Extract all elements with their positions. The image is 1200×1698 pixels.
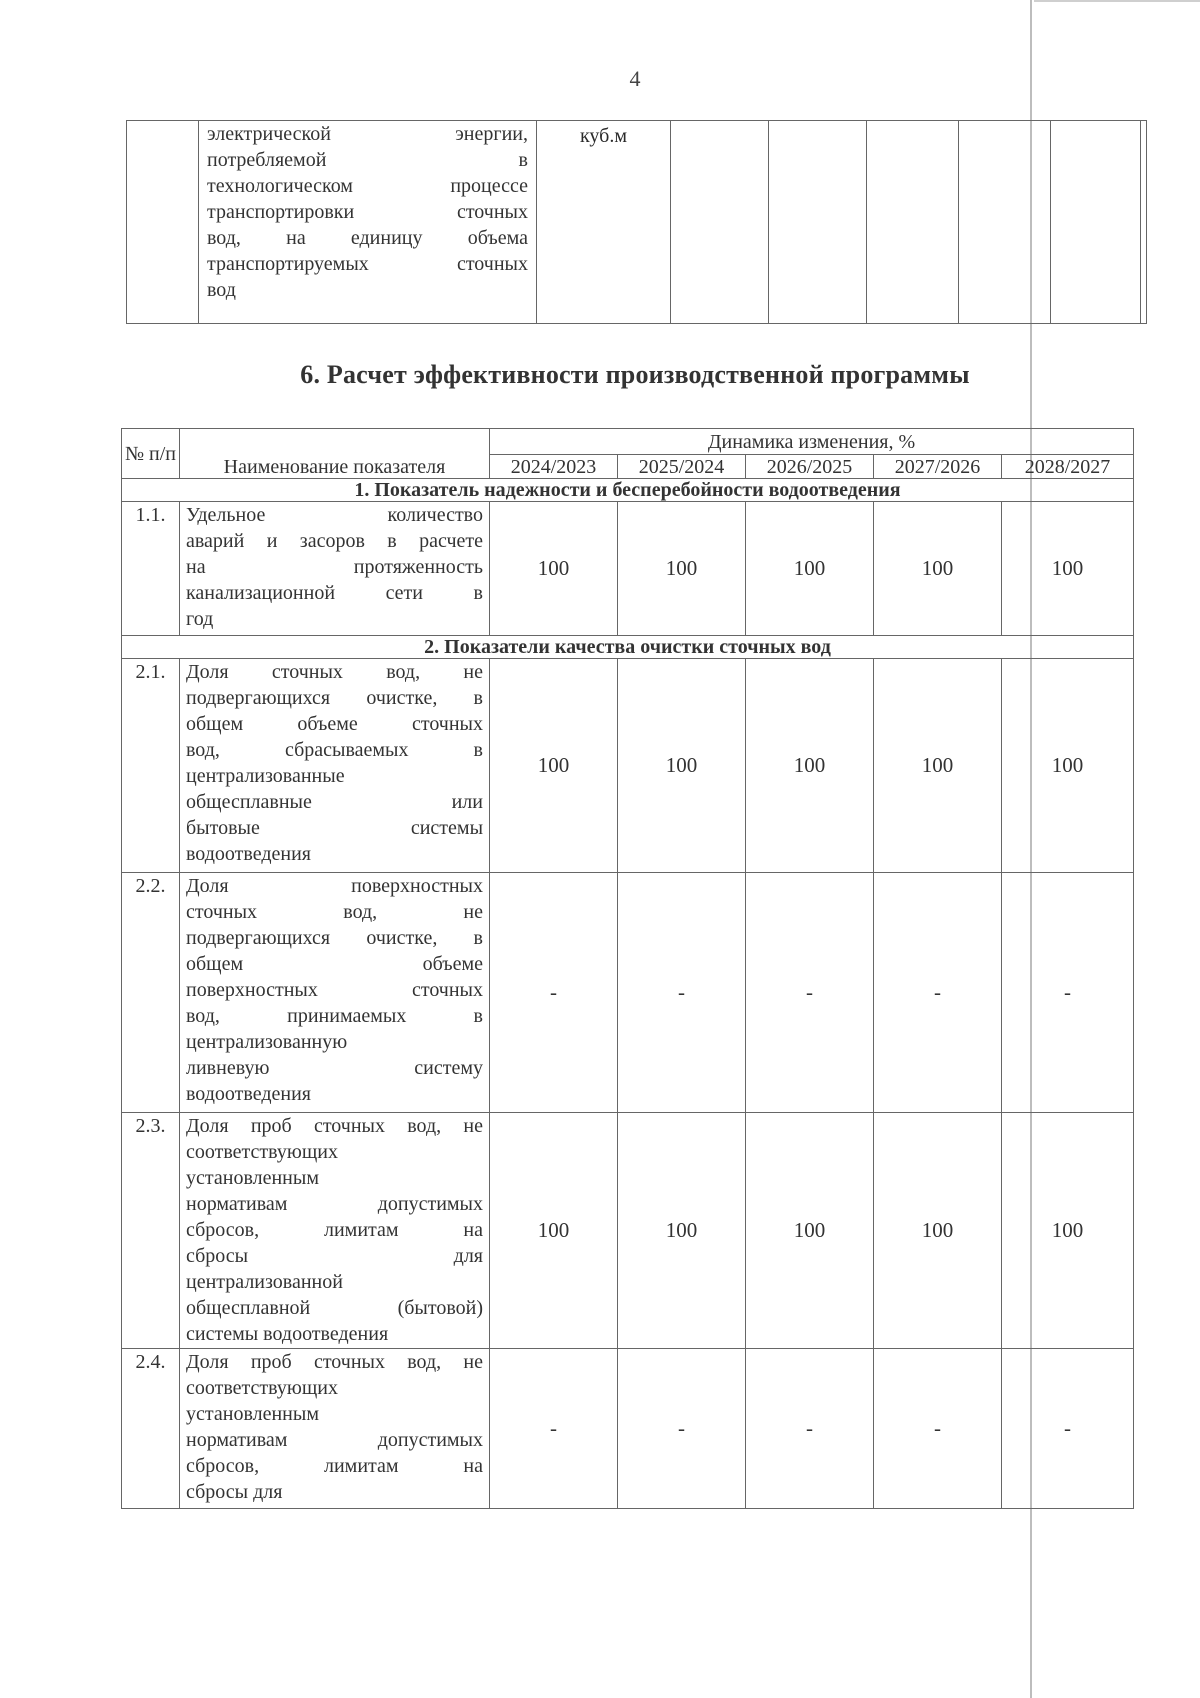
fragment-value-cell — [867, 121, 959, 324]
text-line: потребляемой в — [207, 149, 528, 171]
text-line: сбросы для — [186, 1245, 483, 1267]
text-line: Доля проб сточных вод, не — [186, 1351, 483, 1373]
text-line: водоотведения — [186, 1083, 311, 1105]
text-line: вод — [207, 279, 236, 301]
group-title: 2. Показатели качества очистки сточных вод — [122, 636, 1134, 659]
period-header: 2026/2025 — [746, 455, 874, 479]
text-line: установленным — [186, 1403, 319, 1425]
value-cell: - — [618, 1349, 746, 1509]
text-line: нормативам допустимых — [186, 1429, 483, 1451]
col-num-header-text: № п/п — [124, 442, 177, 465]
text-line: подвергающихся очистке, в — [186, 687, 483, 709]
indicator-name-text — [180, 873, 489, 1107]
value-cell: 100 — [490, 659, 618, 873]
dynamics-header: Динамика изменения, % — [490, 429, 1134, 455]
row-number: 1.1. — [122, 502, 180, 636]
value-cell: 100 — [618, 502, 746, 636]
table-row — [122, 659, 1134, 873]
group-title: 1. Показатель надежности и бесперебойности водоотведения — [122, 479, 1134, 502]
text-line: Удельное количество — [186, 504, 483, 526]
value-cell: - — [618, 873, 746, 1113]
value-cell: - — [1002, 873, 1134, 1113]
value-cell: 100 — [490, 1113, 618, 1349]
fragment-value-cell — [1051, 121, 1141, 324]
value-cell: 100 — [746, 502, 874, 636]
text-line: транспортируемых сточных — [207, 253, 528, 275]
period-header: 2028/2027 — [1002, 455, 1134, 479]
continued-table-fragment — [126, 120, 1147, 324]
text-line: бытовые системы — [186, 817, 483, 839]
period-header: 2025/2024 — [618, 455, 746, 479]
value-cell: 100 — [874, 659, 1002, 873]
indicator-name — [180, 659, 490, 873]
fragment-indicator-cell — [199, 121, 537, 324]
text-line: соответствующих — [186, 1141, 338, 1163]
period-header: 2024/2023 — [490, 455, 618, 479]
text-line: год — [186, 608, 214, 630]
indicator-name — [180, 502, 490, 636]
text-line: технологическом процессе — [207, 175, 528, 197]
value-cell: 100 — [1002, 1113, 1134, 1349]
value-cell: - — [874, 1349, 1002, 1509]
fragment-value-cell — [769, 121, 867, 324]
value-cell: 100 — [874, 1113, 1002, 1349]
text-line: общем объеме — [186, 953, 483, 975]
text-line: централизованную — [186, 1031, 348, 1053]
section-title: 6. Расчет эффективности производственной программы — [300, 360, 970, 389]
indicator-name — [180, 873, 490, 1113]
text-line: сточных вод, не — [186, 901, 483, 923]
period-header: 2027/2026 — [874, 455, 1002, 479]
fragment-value-cell — [1141, 121, 1147, 324]
fragment-value-cell — [671, 121, 769, 324]
fragment-unit-cell: куб.м — [537, 121, 671, 324]
text-line: соответствующих — [186, 1377, 338, 1399]
text-line: Доля поверхностных — [186, 875, 483, 897]
page-number: 4 — [629, 66, 641, 91]
indicator-name — [180, 1349, 490, 1509]
group-row — [122, 636, 1134, 659]
row-number: 2.2. — [122, 873, 180, 1113]
fragment-value-cell — [959, 121, 1051, 324]
text-line: централизованные — [186, 765, 345, 787]
value-cell: - — [746, 873, 874, 1113]
value-cell: 100 — [746, 659, 874, 873]
text-line: вод, на единицу объема — [207, 227, 528, 249]
value-cell: 100 — [746, 1113, 874, 1349]
text-line: транспортировки сточных — [207, 201, 528, 223]
text-line: ливневую систему — [186, 1057, 483, 1079]
text-line: общем объеме сточных — [186, 713, 483, 735]
value-cell: - — [1002, 1349, 1134, 1509]
text-line: сбросов, лимитам на — [186, 1219, 483, 1241]
indicator-name — [180, 1113, 490, 1349]
value-cell: 100 — [1002, 502, 1134, 636]
text-line: установленным — [186, 1167, 319, 1189]
value-cell: 100 — [1002, 659, 1134, 873]
group-row — [122, 479, 1134, 502]
text-line: аварий и засоров в расчете — [186, 530, 483, 552]
text-line: вод, принимаемых в — [186, 1005, 483, 1027]
value-cell: - — [490, 1349, 618, 1509]
indicator-name-text — [180, 502, 489, 632]
text-line: общесплавные или — [186, 791, 483, 813]
indicator-name-text — [180, 659, 489, 867]
text-line: Доля сточных вод, не — [186, 661, 483, 683]
efficiency-table — [121, 428, 1134, 1509]
text-line: Доля проб сточных вод, не — [186, 1115, 483, 1137]
value-cell: - — [874, 873, 1002, 1113]
text-line: нормативам допустимых — [186, 1193, 483, 1215]
value-cell: - — [490, 873, 618, 1113]
indicator-name-text — [180, 1113, 489, 1347]
fragment-num-cell — [127, 121, 199, 324]
efficiency-table-body — [122, 479, 1134, 1509]
fragment-indicator-text — [199, 121, 536, 303]
table-row — [122, 502, 1134, 636]
text-line: общесплавной (бытовой) — [186, 1297, 483, 1319]
text-line: подвергающихся очистке, в — [186, 927, 483, 949]
text-line: канализационной сети в — [186, 582, 483, 604]
text-line: водоотведения — [186, 843, 311, 865]
col-num-header — [122, 429, 180, 479]
row-number: 2.3. — [122, 1113, 180, 1349]
value-cell: - — [746, 1349, 874, 1509]
text-line: системы водоотведения — [186, 1323, 389, 1345]
text-line: сбросы для — [186, 1481, 283, 1503]
value-cell: 100 — [618, 1113, 746, 1349]
text-line: на протяженность — [186, 556, 483, 578]
table-row — [122, 873, 1134, 1113]
table-row — [122, 1113, 1134, 1349]
scan-edge-top-line — [1034, 0, 1200, 2]
text-line: централизованной — [186, 1271, 343, 1293]
text-line: электрической энергии, — [207, 123, 528, 145]
indicator-name-text — [180, 1349, 489, 1505]
row-number: 2.4. — [122, 1349, 180, 1509]
value-cell: 100 — [490, 502, 618, 636]
value-cell: 100 — [874, 502, 1002, 636]
text-line: вод, сбрасываемых в — [186, 739, 483, 761]
value-cell: 100 — [618, 659, 746, 873]
text-line: сбросов, лимитам на — [186, 1455, 483, 1477]
row-number: 2.1. — [122, 659, 180, 873]
table-row — [122, 1349, 1134, 1509]
col-name-header: Наименование показателя — [180, 429, 490, 479]
text-line: поверхностных сточных — [186, 979, 483, 1001]
